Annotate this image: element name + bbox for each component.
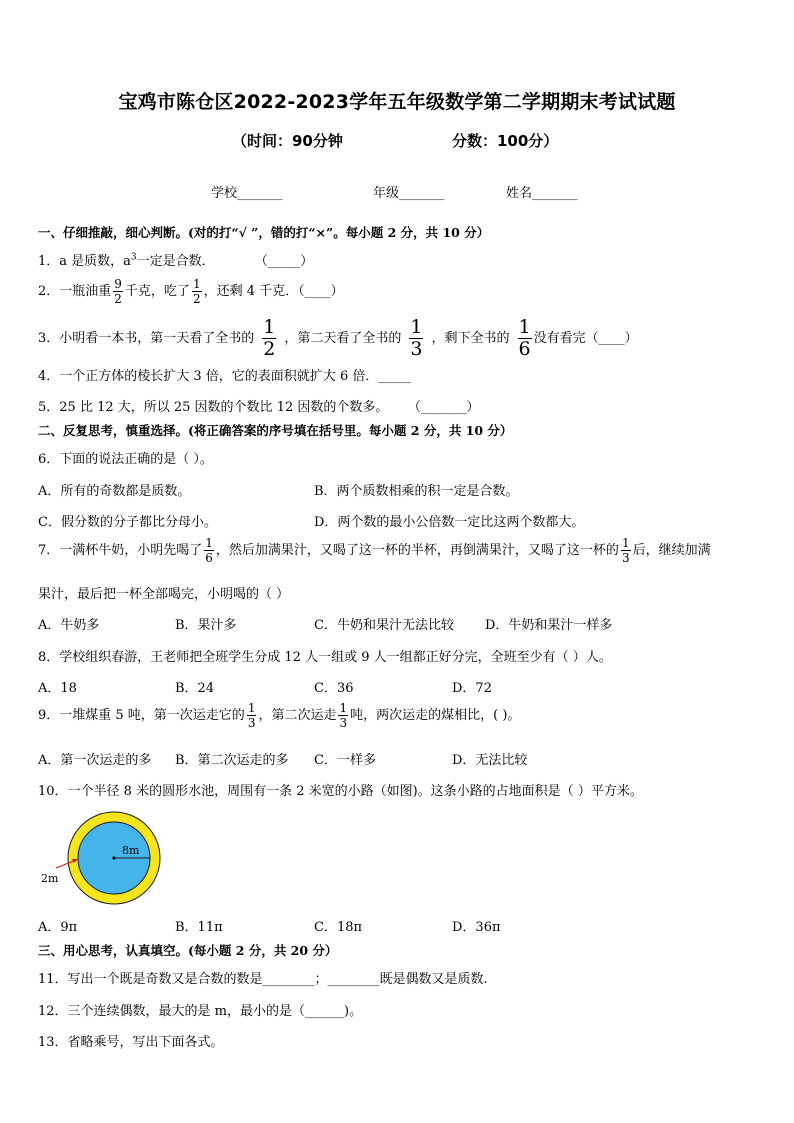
question-6: 6．下面的说法正确的是（ ）。 bbox=[38, 452, 213, 467]
q7-option-d: D．牛奶和果汁一样多 bbox=[485, 618, 613, 633]
question-8: 8．学校组织春游，王老师把全班学生分成 12 人一组或 9 人一组都正好分完，全班至少有（ ）人。 bbox=[38, 650, 612, 665]
question-13: 13．省略乘号，写出下面各式。 bbox=[38, 1035, 224, 1050]
exam-time: （时间：90分钟 bbox=[232, 132, 343, 150]
section2-heading: 二、反复思考，慎重选择。(将正确答案的序号填在括号里。每小题 2 分，共 10 分） bbox=[38, 423, 513, 438]
q6-option-c: C．假分数的分子都比分母小。 bbox=[38, 515, 217, 530]
q10-option-b: B．11π bbox=[175, 920, 223, 935]
q6-option-a: A．所有的奇数都是质数。 bbox=[38, 484, 191, 499]
radius-label: 8m bbox=[122, 844, 140, 857]
q7-option-b: B．果汁多 bbox=[175, 618, 237, 633]
q6-option-d: D．两个数的最小公倍数一定比这两个数都大。 bbox=[314, 515, 585, 530]
question-7: 7．一满杯牛奶，小明先喝了 $\frac{1}{6}$ ，然后加满果汁，又喝了这一杯的半杯，再倒满果汁，又喝了这一杯的 $\frac{1}{3}$ 后，继续加满 bbox=[38, 536, 711, 565]
q9-option-d: D．无法比较 bbox=[452, 753, 528, 768]
q7-option-a: A．牛奶多 bbox=[38, 618, 100, 633]
question-11: 11．写出一个既是奇数又是合数的数是________；________既是偶数又是质数. bbox=[38, 972, 488, 987]
q8-option-d: D．72 bbox=[452, 681, 492, 696]
q6-option-b: B．两个质数相乘的积一定是合数。 bbox=[314, 484, 519, 499]
q8-option-b: B．24 bbox=[175, 681, 215, 696]
q10-option-c: C．18π bbox=[314, 920, 363, 935]
q9-option-a: A．第一次运走的多 bbox=[38, 753, 152, 768]
question-4: 4．一个正方体的棱长扩大 3 倍，它的表面积就扩大 6 倍．_____ bbox=[38, 369, 411, 384]
center-point bbox=[112, 856, 115, 859]
question-7-line2: 果汁，最后把一杯全部喝完，小明喝的（ ） bbox=[38, 587, 290, 602]
question-12: 12．三个连续偶数，最大的是 m，最小的是（______)。 bbox=[38, 1004, 363, 1019]
pool-diagram bbox=[36, 808, 176, 908]
question-9: 9．一堆煤重 5 吨，第一次运走它的 $\frac{1}{3}$ ，第二次运走 $\frac{1}{3}$ 吨，两次运走的煤相比，( )。 bbox=[38, 701, 521, 730]
question-2: 2．一瓶油重 $\frac{9}{2}$ 千克，吃了 $\frac{1}{2}$ ，还剩 4 千克．（____） bbox=[38, 277, 344, 306]
q8-option-c: C．36 bbox=[314, 681, 354, 696]
exam-score: 分数：100分） bbox=[452, 132, 559, 150]
grade-field: 年级_______ bbox=[373, 186, 445, 201]
question-10: 10．一个半径 8 米的圆形水池，周围有一条 2 米宽的小路（如图)。这条小路的占地面积是（ ）平方米。 bbox=[38, 784, 643, 799]
q10-option-d: D．36π bbox=[452, 920, 501, 935]
q8-option-a: A．18 bbox=[38, 681, 77, 696]
q9-option-c: C．一样多 bbox=[314, 753, 376, 768]
question-5: 5．25 比 12 大，所以 25 因数的个数比 12 因数的个数多。 （_______） bbox=[38, 400, 480, 415]
page-title: 宝鸡市陈仓区2022-2023学年五年级数学第二学期期末考试试题 bbox=[118, 91, 676, 113]
q10-option-a: A．9π bbox=[38, 920, 78, 935]
question-1: 1．a 是质数，$a^3$一定是合数． （_____） bbox=[38, 252, 314, 269]
name-field: 姓名_______ bbox=[506, 186, 578, 201]
width-label: 2m bbox=[41, 872, 59, 885]
q7-option-c: C．牛奶和果汁无法比较 bbox=[314, 618, 454, 633]
school-field: 学校_______ bbox=[211, 186, 283, 201]
question-3: 3．小明看一本书，第一天看了全书的 $\frac{1}{2}$ ，第二天看了全书的 $\frac{1}{3}$ ，剩下全书的 $\frac{1}{6}$ 没有看完（____） bbox=[38, 316, 638, 360]
section1-heading: 一、仔细推敲，细心判断。(对的打“√ ”，错的打“×”。每小题 2 分，共 10 分） bbox=[38, 225, 490, 240]
q9-option-b: B．第二次运走的多 bbox=[175, 753, 289, 768]
section3-heading: 三、用心思考，认真填空。(每小题 2 分，共 20 分） bbox=[38, 943, 338, 958]
